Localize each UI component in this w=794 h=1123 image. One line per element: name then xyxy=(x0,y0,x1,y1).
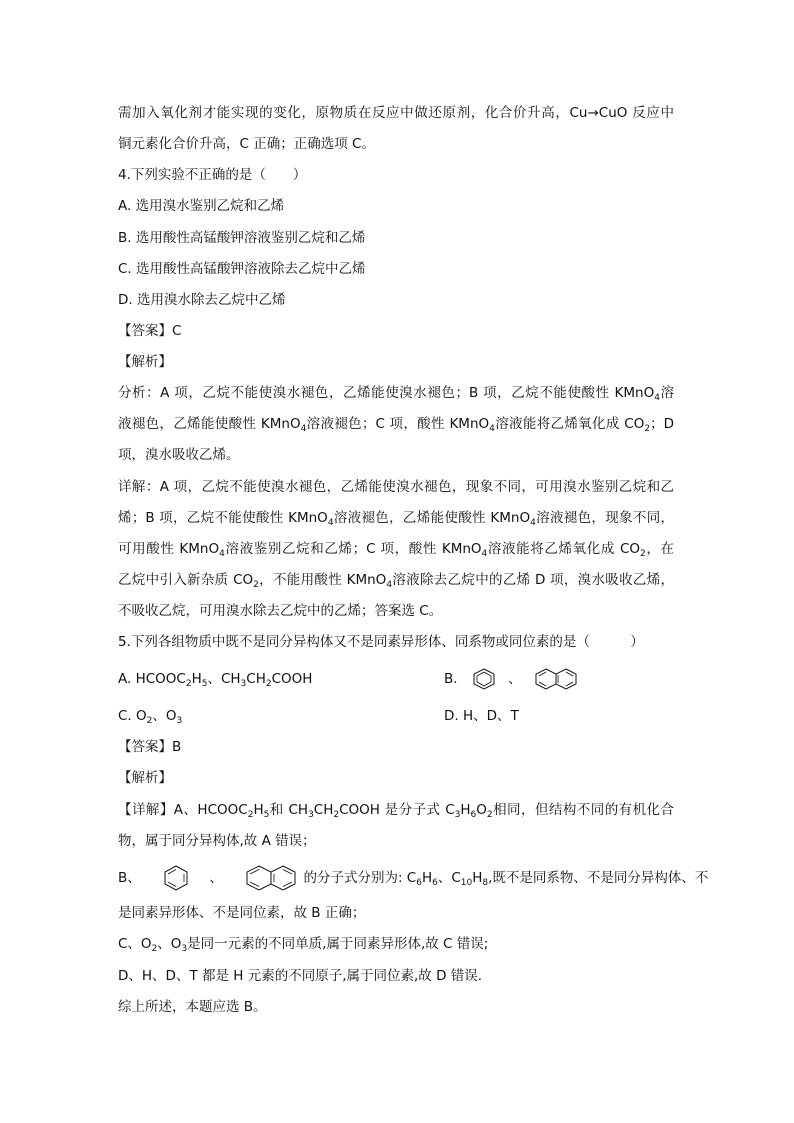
q5-option-d: D. H、D、T xyxy=(444,708,519,724)
q4-detail-line: 详解：A 项，乙烷不能使溴水褪色，乙烯能使溴水褪色，现象不同，可用溴水鉴别乙烷和乙 xyxy=(118,479,674,495)
q4-detail-line: 乙烷中引入新杂质 $CO_2$，不能用酸性 KMnO$_4$溶液除去乙烷中的乙烯 D 项，溴水吸收乙烯， xyxy=(118,572,675,590)
q5-detail-line: 物，属于同分异构体,故 A 错误； xyxy=(118,833,316,849)
q5-option-b: B. 、 xyxy=(444,667,580,691)
question-4-stem: 4.下列实验不正确的是（ ） xyxy=(118,167,307,183)
q4-option-a: A. 选用溴水鉴别乙烷和乙烯 xyxy=(118,198,285,214)
q4-analysis-line: 分析：A 项，乙烷不能使溴水褪色，乙烯能使溴水褪色；B 项，乙烷不能使酸性 KMnO$_4$溶 xyxy=(118,385,674,403)
q5-detail-line: C、$O_2$、$O_3$是同一元素的不同单质,属于同素异形体,故 C 错误; xyxy=(118,936,489,954)
naphthalene-structure-icon xyxy=(243,864,299,892)
q3-explanation-line: 需加入氧化剂才能实现的变化，原物质在反应中做还原剂，化合价升高，Cu→CuO 反应中 xyxy=(118,105,674,121)
naphthalene-structure-icon xyxy=(532,667,580,691)
question-5-stem: 5.下列各组物质中既不是同分异构体又不是同素异形体、同系物或同位素的是（ ） xyxy=(118,634,644,650)
q4-option-c: C. 选用酸性高锰酸钾溶液除去乙烷中乙烯 xyxy=(118,261,366,277)
q4-analysis-line: 项，溴水吸收乙烯。 xyxy=(118,447,240,463)
q4-option-b: B. 选用酸性高锰酸钾溶液鉴别乙烷和乙烯 xyxy=(118,230,366,246)
q5-answer: 【答案】B xyxy=(118,739,182,755)
benzene-structure-icon xyxy=(161,864,191,892)
q4-analysis-heading: 【解析】 xyxy=(118,354,172,370)
q3-explanation-line: 铜元素化合价升高，C 正确；正确选项 C。 xyxy=(118,136,375,152)
q5-summary: 综上所述，本题应选 B。 xyxy=(118,999,267,1015)
q4-analysis-line: 液褪色，乙烯能使酸性 KMnO$_4$溶液褪色；C 项，酸性 KMnO$_4$溶液能将乙烯氧化成 $CO_2$；D xyxy=(118,416,674,434)
q5-detail-line: 是同素异形体、不是同位素，故 B 正确； xyxy=(118,905,366,921)
q5-option-c: C. $O_2$、$O_3$ xyxy=(118,708,183,726)
q4-detail-line: 不吸收乙烷，可用溴水除去乙烷中的乙烯；答案选 C。 xyxy=(118,603,443,619)
q4-detail-line: 可用酸性 KMnO$_4$溶液鉴别乙烷和乙烯；C 项，酸性 KMnO$_4$溶液能将乙烯氧化成 $CO_2$，在 xyxy=(118,541,675,559)
q4-answer: 【答案】C xyxy=(118,323,182,339)
benzene-structure-icon xyxy=(470,667,498,691)
q5-option-a: A. $HCOOC_2H_5$、$CH_3CH_2COOH$ xyxy=(118,671,313,689)
q5-analysis-heading: 【解析】 xyxy=(118,770,172,786)
q5-detail-line: B、 、 的分子式分别为: $C_6H_6$、$C_{10}H_8$,既不是同系物、不是同分异构体、不 xyxy=(118,864,708,892)
q5-detail-line: 【详解】A、$HCOOC_2H_5$和 $CH_3CH_2COOH$ 是分子式 $C_3H_6O_2$相同，但结构不同的有机化合 xyxy=(118,802,675,820)
q4-detail-line: 烯；B 项，乙烷不能使酸性 KMnO$_4$溶液褪色，乙烯能使酸性 KMnO$_4$溶液褪色，现象不同， xyxy=(118,510,675,528)
q4-option-d: D. 选用溴水除去乙烷中乙烯 xyxy=(118,292,286,308)
q5-detail-line: D、H、D、T 都是 H 元素的不同原子,属于同位素,故 D 错误. xyxy=(118,968,483,984)
